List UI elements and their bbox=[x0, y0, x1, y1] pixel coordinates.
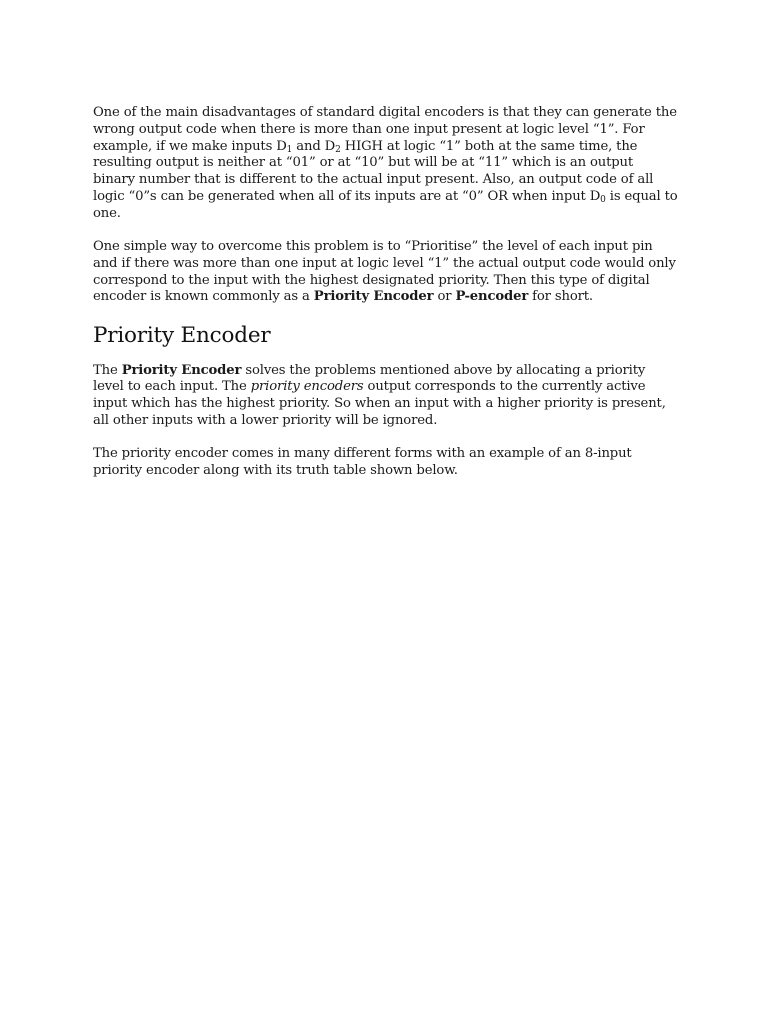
document-body bbox=[93, 105, 678, 496]
paragraph-text: output corresponds to the currently active input which has the highest priority. So when an input with a higher priority is present, all other inputs with a lower priority will be ignored. bbox=[93, 379, 666, 428]
paragraph-text: and D bbox=[292, 138, 336, 154]
paragraph-text: solves the problems mentioned above by allocating a priority level to each input. The bbox=[93, 362, 646, 395]
paragraph-forms: The priority encoder comes in many different forms with an example of an 8-input priority encoder along with its truth table shown below. bbox=[93, 446, 632, 478]
bold-term: P-encoder bbox=[455, 289, 529, 305]
paragraph-prioritise bbox=[93, 239, 678, 306]
section-heading: Priority Encoder bbox=[93, 322, 271, 348]
bold-term: Priority Encoder bbox=[121, 362, 242, 378]
paragraph-text: is equal to one. bbox=[93, 188, 678, 221]
paragraph-encoder-disadvantages bbox=[93, 105, 678, 223]
paragraph-text: The bbox=[93, 362, 122, 378]
subscript: 1 bbox=[286, 144, 293, 155]
paragraph-text: HIGH at logic “1” both at the same time, the resulting output is neither at “01” or at “10” but will be at “11” which is an output binary number that is different to the actual input present. Also, an output code of all logic “0”s can be generated when all of its inputs are at “0” OR when input D bbox=[93, 138, 654, 204]
subscript: 0 bbox=[600, 194, 606, 205]
paragraph-text: One simple way to overcome this problem is to “Prioritise” the level of each input pin and if there was more than one input at logic level “1” the actual output code would only correspond to the input with the highest designated priority. Then this type of digital encoder is known commonly as a bbox=[93, 238, 676, 305]
subscript: 2 bbox=[335, 144, 341, 155]
italic-term: priority encoders bbox=[250, 379, 364, 395]
paragraph-priority-encoder bbox=[93, 363, 678, 430]
paragraph-text: for short. bbox=[528, 289, 593, 305]
paragraph-text: or bbox=[433, 289, 456, 305]
paragraph-text: One of the main disadvantages of standard digital encoders is that they can generate the wrong output code when there is more than one input present at logic level “1”. For example, if we make inputs D bbox=[93, 105, 677, 154]
bold-term: Priority Encoder bbox=[313, 289, 434, 305]
